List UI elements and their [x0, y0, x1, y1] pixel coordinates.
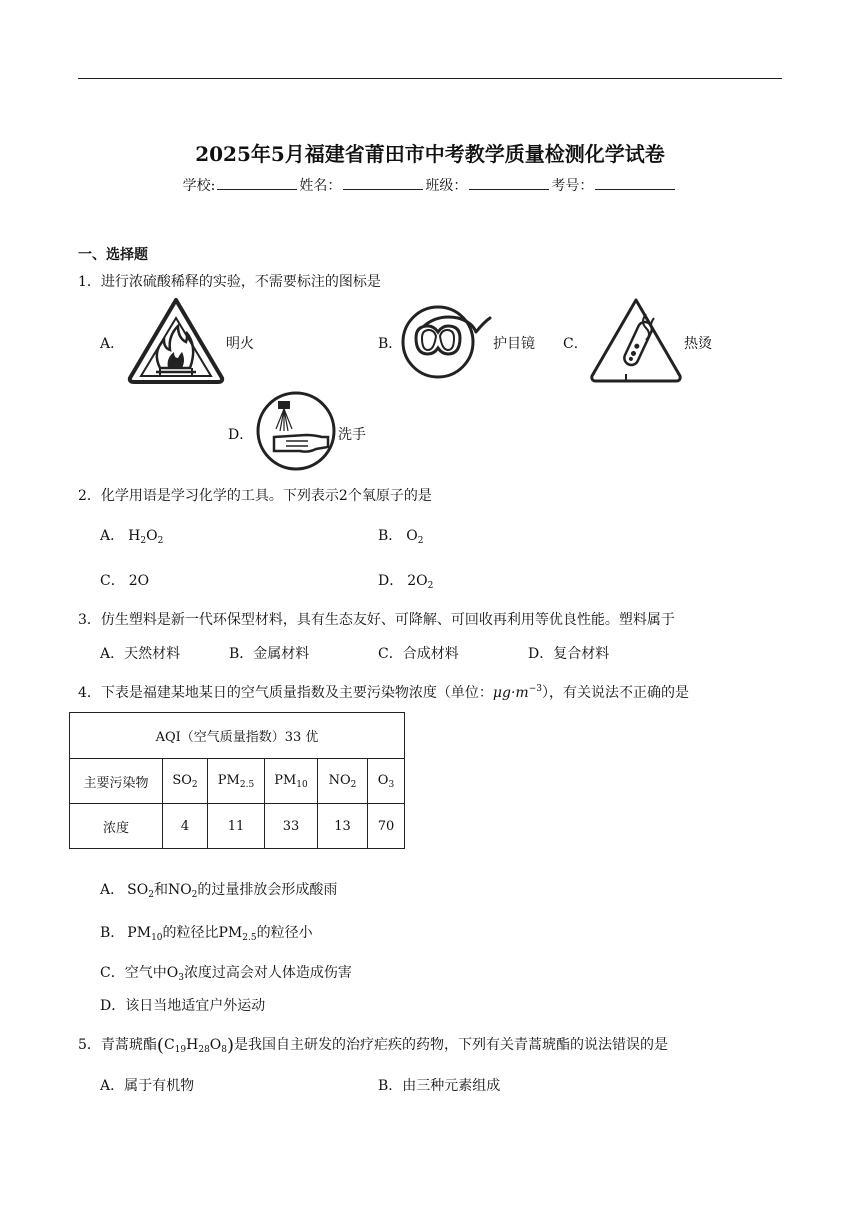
student-info-line: [0, 175, 860, 195]
q1-option-d-letter[interactable]: D．: [228, 427, 254, 443]
class-label: 班级：: [425, 178, 468, 194]
q3-option-a[interactable]: A．天然材料: [100, 646, 181, 662]
q2-b-letter: B．: [378, 528, 403, 544]
number-label: 考号：: [551, 178, 594, 194]
q3-option-c[interactable]: C．合成材料: [378, 646, 459, 662]
q2-b-sub: 2: [417, 536, 424, 546]
flame-icon: [126, 296, 226, 384]
header-rule: [78, 78, 782, 79]
col-pm10: $PM_{10}$: [265, 759, 318, 804]
school-label: 学校:: [182, 178, 216, 194]
q1-option-d-label: 洗手: [338, 427, 366, 443]
q2-a-o: O: [146, 528, 158, 544]
goggles-icon: [402, 304, 492, 380]
q1-option-b-letter[interactable]: B．: [378, 336, 403, 352]
q2-option-b[interactable]: [378, 525, 424, 546]
value-no2: 13: [318, 804, 368, 849]
q1-stem: 1．进行浓硫酸稀释的实验，不需要标注的图标是: [78, 274, 381, 290]
q3-stem: 3．仿生塑料是新一代环保型材料，具有生态友好、可降解、可回收再利用等优良性能。塑料属于: [78, 612, 675, 628]
q1-option-c-label: 热烫: [684, 336, 712, 352]
q1-option-c-letter[interactable]: C．: [563, 336, 588, 352]
q2-a-sub2: 2: [157, 536, 164, 546]
value-pm25: 11: [208, 804, 265, 849]
q3-option-b[interactable]: B．金属材料: [229, 646, 310, 662]
q5-option-a[interactable]: A．属于有机物: [100, 1078, 195, 1094]
q2-option-c[interactable]: [100, 570, 149, 590]
school-blank[interactable]: [217, 175, 297, 190]
class-blank[interactable]: [469, 175, 549, 190]
q2-c-letter: C．: [100, 573, 125, 589]
q4-option-a[interactable]: A． $SO_2$和$NO_2$的过量排放会形成酸雨: [100, 882, 338, 900]
row-label-pollutant: 主要污染物: [70, 759, 163, 804]
value-so2: 4: [163, 804, 208, 849]
col-pm25: $PM_{2.5}$: [208, 759, 265, 804]
q4-unit-exp: −3: [528, 684, 542, 694]
q2-a-letter: A．: [100, 528, 125, 544]
q2-a-sub1: 2: [140, 536, 147, 546]
q4-stem-post: ），有关说法不正确的是: [541, 685, 689, 701]
hand-wash-icon: [256, 391, 338, 471]
page-title: 2025年5月福建省莆田市中考教学质量检测化学试卷: [195, 142, 665, 166]
q2-d-text: 2O: [407, 573, 428, 589]
col-so2: $SO_2$: [163, 759, 208, 804]
q4-option-b[interactable]: B． $PM_{10}$的粒径比$PM_{2.5}$的粒径小: [100, 925, 313, 943]
q2-a-h: H: [128, 528, 141, 544]
q2-b-o: O: [406, 528, 418, 544]
q1-option-b-label: 护目镜: [493, 336, 535, 352]
q5-option-b[interactable]: B．由三种元素组成: [378, 1078, 501, 1094]
q4-unit: μg·m: [492, 685, 529, 701]
q4-stem-pre: 4．下表是福建某地某日的空气质量指数及主要污染物浓度（单位：: [78, 685, 493, 701]
name-blank[interactable]: [343, 175, 423, 190]
q2-stem: 2．化学用语是学习化学的工具。下列表示2个氧原子的是: [78, 488, 432, 504]
number-blank[interactable]: [595, 175, 675, 190]
q1-option-a-letter[interactable]: A．: [100, 336, 125, 352]
name-label: 姓名：: [299, 178, 342, 194]
q5-stem: 5．青蒿琥酯$(C_{19}H_{28}O_8)$是我国自主研发的治疗疟疾的药物，下列有关青蒿琥酯的说法错误的是: [78, 1035, 669, 1056]
value-pm10: 33: [265, 804, 318, 849]
q2-d-sub: 2: [427, 581, 434, 591]
q2-option-d[interactable]: [378, 570, 433, 591]
hot-tube-icon: [588, 296, 684, 384]
col-no2: $NO_2$: [318, 759, 368, 804]
value-o3: 70: [368, 804, 405, 849]
q4-stem: [78, 682, 689, 702]
q2-d-letter: D．: [378, 573, 404, 589]
section-title: 一、选择题: [78, 247, 148, 263]
row-label-concentration: 浓度: [70, 804, 163, 849]
q2-c-text: 2O: [128, 573, 150, 589]
aqi-table: [69, 712, 405, 849]
q1-option-a-label: 明火: [226, 336, 254, 352]
q2-option-a[interactable]: [100, 525, 163, 546]
q3-option-d[interactable]: D．复合材料: [528, 646, 610, 662]
q4-option-c[interactable]: C．空气中$O_3$浓度过高会对人体造成伤害: [100, 965, 352, 983]
q4-option-d[interactable]: D．该日当地适宜户外运动: [100, 998, 266, 1014]
col-o3: $O_3$: [368, 759, 405, 804]
aqi-table-header: AQI（空气质量指数）33 优: [70, 713, 405, 759]
